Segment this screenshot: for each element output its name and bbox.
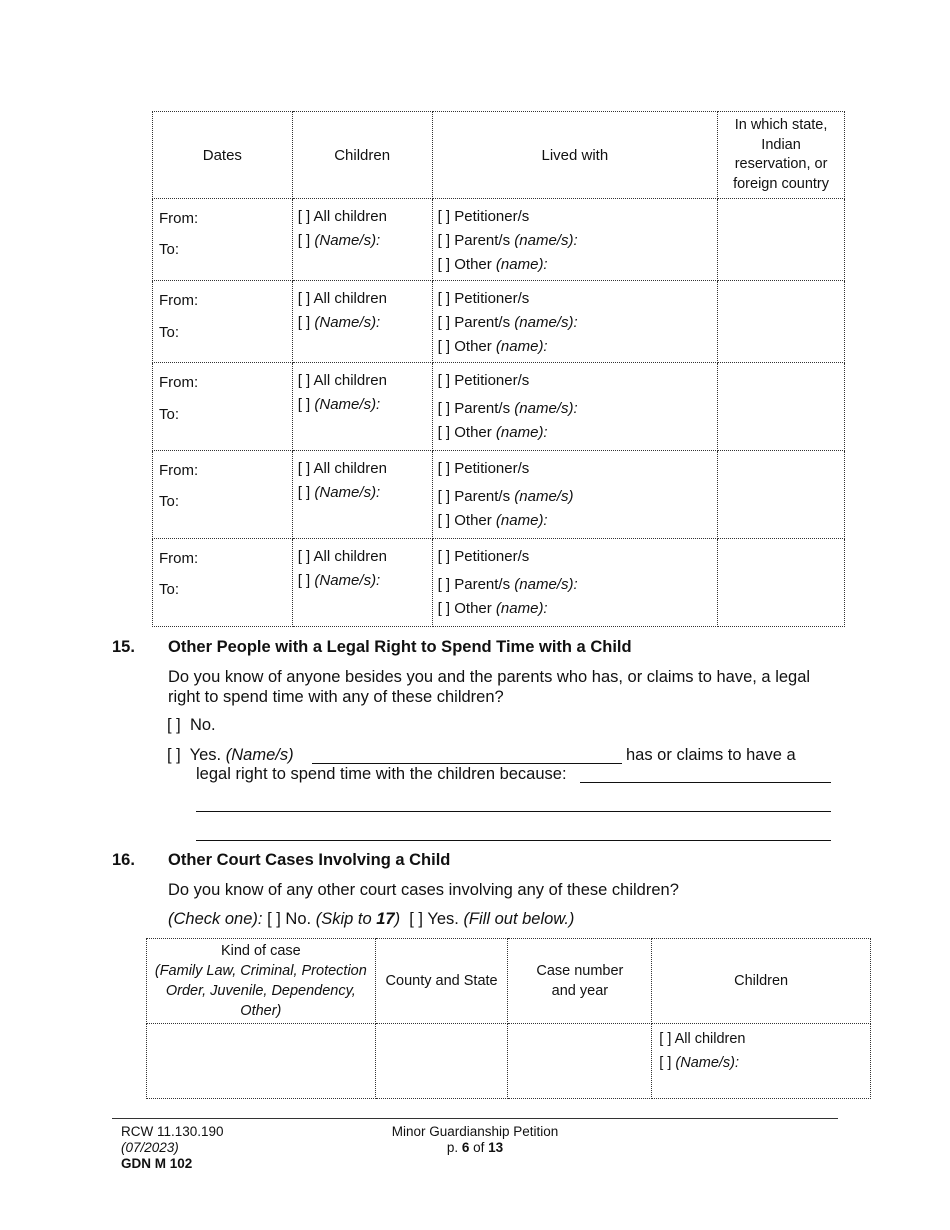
footer-center: [362, 1124, 588, 1156]
section-16-check-one: (Check one): [ ] No. (Skip to 17) [ ] Yes. (Fill out below.): [168, 910, 575, 928]
to-label: To:: [159, 581, 180, 598]
other-checkbox[interactable]: [ ] Other (name):: [437, 338, 548, 355]
footer-form-id: GDN M 102: [121, 1156, 193, 1171]
section-15-question: Do you know of anyone besides you and the parents who has, or claims to have, a legal right to spend time with any of these children?: [168, 668, 811, 706]
all-children-checkbox[interactable]: [ ] All children: [297, 372, 387, 389]
table-row: [153, 539, 845, 627]
court-cases-table: [146, 938, 871, 1099]
all-children-checkbox[interactable]: [ ] All children: [297, 208, 387, 225]
kind-cell[interactable]: [147, 1024, 376, 1099]
header-county-state: County and State: [375, 939, 508, 1024]
all-children-checkbox[interactable]: [ ] All children: [297, 460, 387, 477]
dates-cell[interactable]: [153, 281, 293, 363]
footer-rcw: RCW 11.130.190: [121, 1124, 224, 1139]
names-checkbox[interactable]: [ ] (Name/s):: [297, 484, 381, 501]
yes-tail-text: has or claims to have a: [626, 746, 796, 764]
header-lived-with: Lived with: [432, 112, 718, 199]
section-16-no-option[interactable]: [ ] No.: [267, 910, 312, 928]
all-children-checkbox[interactable]: [ ] All children: [297, 290, 387, 307]
section-15-yes-option[interactable]: [ ] Yes. (Name/s): [167, 746, 294, 764]
petitioner-checkbox[interactable]: [ ] Petitioner/s: [437, 208, 530, 225]
header-location: In which state, Indian reservation, or foreign country: [718, 112, 845, 199]
header-kind-of-case: Kind of case (Family Law, Criminal, Protection Order, Juvenile, Dependency, Other): [147, 939, 376, 1024]
yes-reason-label: legal right to spend time with the children because:: [196, 765, 567, 783]
to-label: To:: [159, 493, 180, 510]
all-children-checkbox[interactable]: [ ] All children: [659, 1031, 746, 1047]
footer-left: [121, 1124, 224, 1172]
table-row: [153, 451, 845, 539]
names-checkbox[interactable]: [ ] (Name/s):: [297, 232, 381, 249]
from-label: From:: [159, 374, 199, 391]
dates-cell[interactable]: [153, 451, 293, 539]
lived-with-cell: [432, 363, 718, 451]
all-children-checkbox[interactable]: [ ] All children: [297, 548, 387, 565]
children-cell: [292, 539, 432, 627]
reason-field-1[interactable]: [580, 764, 831, 783]
dates-cell[interactable]: [153, 363, 293, 451]
children-cell: [292, 199, 432, 281]
other-checkbox[interactable]: [ ] Other (name):: [437, 512, 548, 529]
names-checkbox[interactable]: [ ] (Name/s):: [297, 396, 381, 413]
to-label: To:: [159, 324, 180, 341]
from-label: From:: [159, 462, 199, 479]
from-label: From:: [159, 292, 199, 309]
children-cell: [292, 363, 432, 451]
table-row: [153, 199, 845, 281]
lived-with-cell: [432, 281, 718, 363]
table-row: [153, 281, 845, 363]
children-cell: [292, 281, 432, 363]
dates-cell[interactable]: [153, 199, 293, 281]
parents-checkbox[interactable]: [ ] Parent/s (name/s):: [437, 400, 578, 417]
from-label: From:: [159, 550, 199, 567]
location-cell[interactable]: [718, 451, 845, 539]
to-label: To:: [159, 241, 180, 258]
other-checkbox[interactable]: [ ] Other (name):: [437, 424, 548, 441]
lived-with-cell: [432, 199, 718, 281]
table-row: [153, 363, 845, 451]
location-cell[interactable]: [718, 199, 845, 281]
county-cell[interactable]: [375, 1024, 508, 1099]
other-checkbox[interactable]: [ ] Other (name):: [437, 256, 548, 273]
residence-table: [152, 111, 845, 627]
lived-with-cell: [432, 451, 718, 539]
section-15-number: 15.: [112, 638, 135, 656]
footer-form-title: Minor Guardianship Petition: [391, 1124, 559, 1139]
children-cell: [292, 451, 432, 539]
petitioner-checkbox[interactable]: [ ] Petitioner/s: [437, 290, 530, 307]
dates-cell[interactable]: [153, 539, 293, 627]
section-16-question: Do you know of any other court cases involving any of these children?: [168, 881, 679, 899]
other-checkbox[interactable]: [ ] Other (name):: [437, 600, 548, 617]
petitioner-checkbox[interactable]: [ ] Petitioner/s: [437, 372, 530, 389]
footer-rule: [112, 1118, 838, 1119]
parents-checkbox[interactable]: [ ] Parent/s (name/s):: [437, 314, 578, 331]
location-cell[interactable]: [718, 363, 845, 451]
location-cell[interactable]: [718, 539, 845, 627]
reason-field-2[interactable]: [196, 793, 831, 812]
petitioner-checkbox[interactable]: [ ] Petitioner/s: [437, 460, 530, 477]
footer-page: p. 6 of 13: [446, 1140, 504, 1155]
parents-checkbox[interactable]: [ ] Parent/s (name/s):: [437, 576, 578, 593]
yes-names-field[interactable]: [312, 745, 622, 764]
section-16-title: Other Court Cases Involving a Child: [168, 851, 451, 869]
parents-checkbox[interactable]: [ ] Parent/s (name/s): [437, 488, 574, 505]
petitioner-checkbox[interactable]: [ ] Petitioner/s: [437, 548, 530, 565]
reason-field-3[interactable]: [196, 822, 831, 841]
from-label: From:: [159, 210, 199, 227]
case-number-cell[interactable]: [508, 1024, 652, 1099]
names-checkbox[interactable]: [ ] (Name/s):: [297, 314, 381, 331]
section-15-no-option[interactable]: [ ] No.: [167, 716, 216, 734]
table-row: [147, 1024, 871, 1099]
header-children: Children: [652, 939, 871, 1024]
parents-checkbox[interactable]: [ ] Parent/s (name/s):: [437, 232, 578, 249]
section-15-title: Other People with a Legal Right to Spend Time with a Child: [168, 638, 632, 656]
header-case-number: Case number and year: [508, 939, 652, 1024]
footer-date: (07/2023): [121, 1140, 179, 1155]
section-16-yes-option[interactable]: [ ] Yes.: [409, 910, 459, 928]
header-children: Children: [292, 112, 432, 199]
lived-with-cell: [432, 539, 718, 627]
names-checkbox[interactable]: [ ] (Name/s):: [659, 1055, 740, 1071]
section-16-number: 16.: [112, 851, 135, 869]
header-dates: Dates: [153, 112, 293, 199]
to-label: To:: [159, 406, 180, 423]
names-checkbox[interactable]: [ ] (Name/s):: [297, 572, 381, 589]
location-cell[interactable]: [718, 281, 845, 363]
children-cell: [652, 1024, 871, 1099]
